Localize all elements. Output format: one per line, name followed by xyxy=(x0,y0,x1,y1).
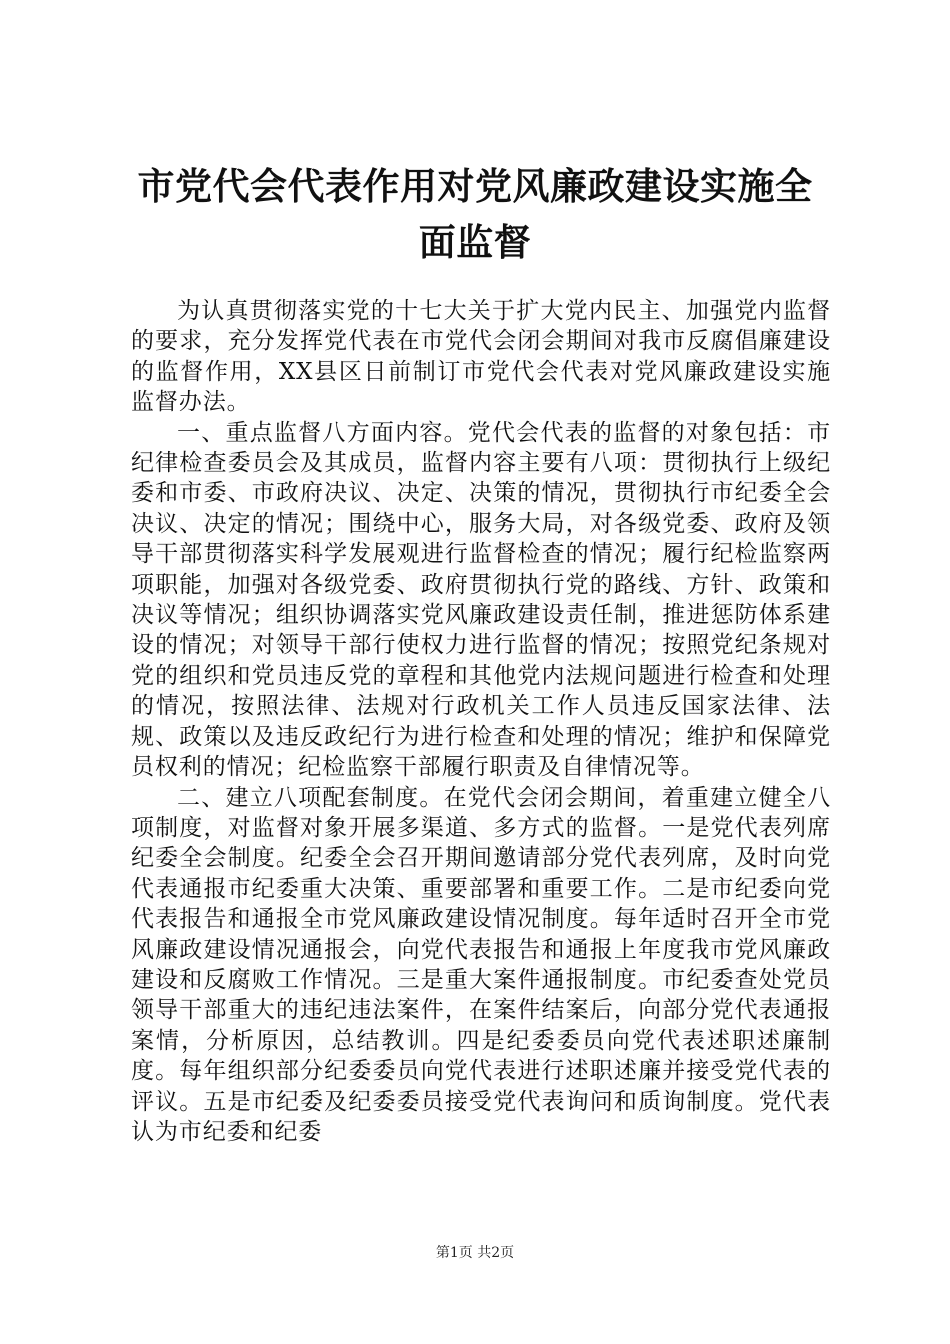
paragraph-intro: 为认真贯彻落实党的十七大关于扩大党内民主、加强党内监督的要求，充分发挥党代表在市党代会闭会期间对我市反腐倡廉建设的监督作用，XX县区日前制订市党代会代表对党风廉政建设实施监督办法。 xyxy=(131,298,831,416)
paragraph-section-one: 一、重点监督八方面内容。党代会代表的监督的对象包括：市纪律检查委员会及其成员，监督内容主要有八项：贯彻执行上级纪委和市委、市政府决议、决定、决策的情况，贯彻执行市纪委全会决议、决定的情况；围绕中心，服务大局，对各级党委、政府及领导干部贯彻落实科学发展观进行监督检查的情况；履行纪检监察两项职能，加强对各级党委、政府贯彻执行党的路线、方针、政策和决议等情况；组织协调落实党风廉政建设责任制，推进惩防体系建设的情况；对领导干部行使权力进行监督的情况；按照党纪条规对党的组织和党员违反党的章程和其他党内法规问题进行检查和处理的情况，按照法律、法规对行政机关工作人员违反国家法律、法规、政策以及违反政纪行为进行检查和处理的情况；维护和保障党员权利的情况；纪检监察干部履行职责及自律情况等。 xyxy=(131,419,831,781)
paragraph-section-two: 二、建立八项配套制度。在党代会闭会期间，着重建立健全八项制度，对监督对象开展多渠道、多方式的监督。一是党代表列席纪委全会制度。纪委全会召开期间邀请部分党代表列席，及时向党代表通报市纪委重大决策、重要部署和重要工作。二是市纪委向党代表报告和通报全市党风廉政建设情况制度。每年适时召开全市党风廉政建设情况通报会，向党代表报告和通报上年度我市党风廉政建设和反腐败工作情况。三是重大案件通报制度。市纪委查处党员领导干部重大的违纪违法案件，在案件结案后，向部分党代表通报案情，分析原因，总结教训。四是纪委委员向党代表述职述廉制度。每年组织部分纪委委员向党代表进行述职述廉并接受党代表的评议。五是市纪委及纪委委员接受党代表询问和质询制度。党代表认为市纪委和纪委 xyxy=(131,784,831,1145)
document-title: 市党代会代表作用对党风廉政建设实施全面监督 xyxy=(137,164,813,264)
document-body xyxy=(131,296,831,1147)
page-footer: 第1页 共2页 xyxy=(435,1245,515,1261)
